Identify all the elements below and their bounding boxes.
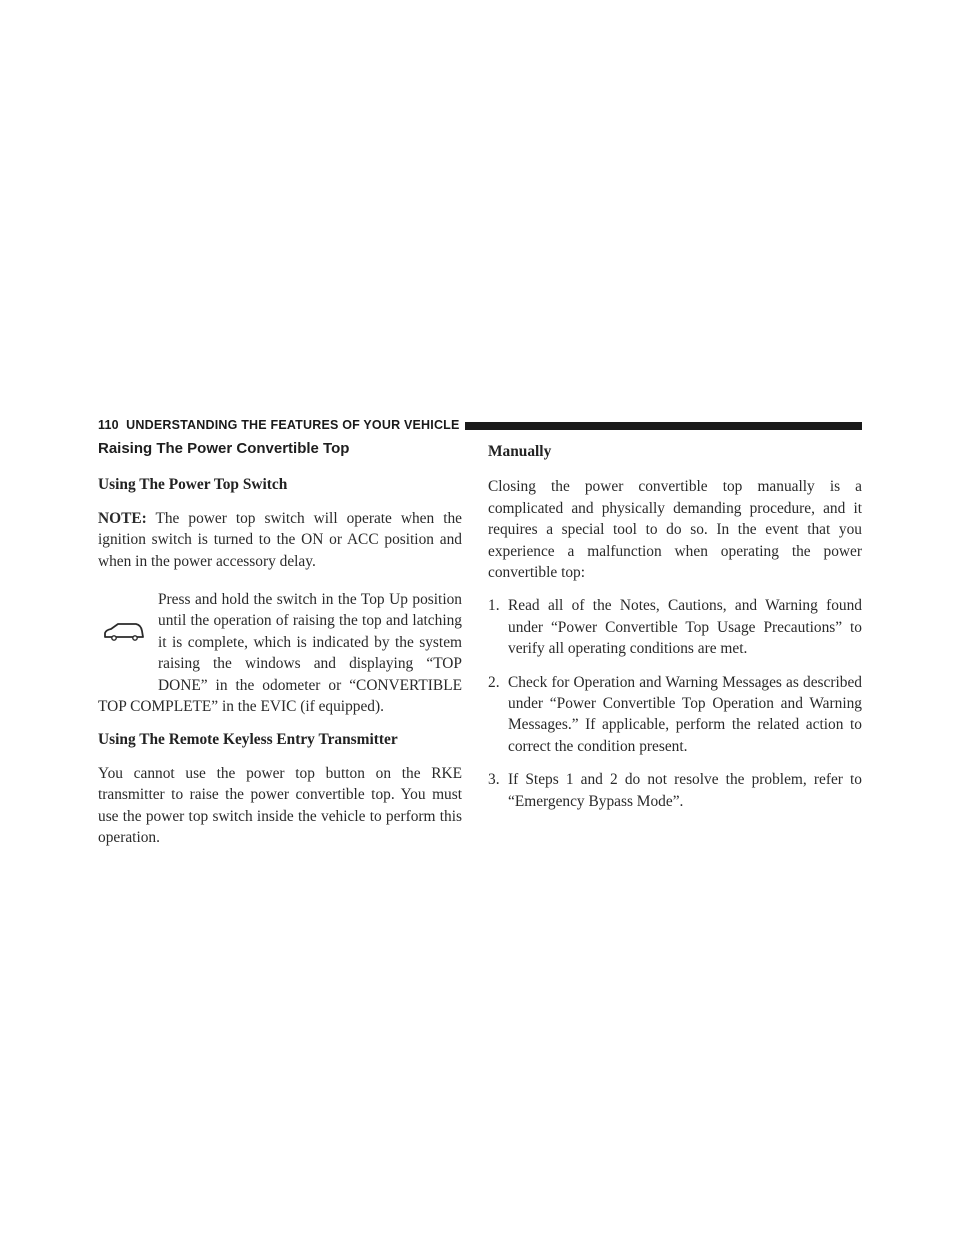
step-text: If Steps 1 and 2 do not resolve the problem, refer to “Emergency Bypass Mode”. [508, 771, 862, 810]
rke-paragraph: You cannot use the power top button on the RKE transmitter to raise the power convertible top. You must use the power top switch inside the vehicle to perform this operation. [98, 764, 462, 847]
header-title: UNDERSTANDING THE FEATURES OF YOUR VEHICLE [126, 418, 460, 432]
step-number: 2. [488, 673, 500, 691]
header-text [98, 418, 460, 432]
subheading-rke: Using The Remote Keyless Entry Transmitter [98, 731, 398, 749]
step-text: Check for Operation and Warning Messages as described under “Power Convertible Top Operation and Warning Messages.” If applicable, perform the related action to correct the condition present. [508, 673, 862, 755]
note-label: NOTE: [98, 509, 147, 527]
step-number: 3. [488, 771, 500, 789]
section-title: Raising The Power Convertible Top [98, 440, 350, 457]
list-item [488, 595, 862, 659]
list-item [488, 769, 862, 812]
note-paragraph [98, 508, 462, 572]
subheading-power-top-switch: Using The Power Top Switch [98, 476, 288, 494]
page-number: 110 [98, 418, 119, 432]
manual-intro: Closing the power convertible top manually is a complicated and physically demanding procedure, and it requires a special tool to do so. In the event that you experience a malfunction when operating the power convertible top: [488, 478, 862, 582]
manual-steps [488, 595, 862, 812]
list-item [488, 672, 862, 758]
switch-instruction-text: Press and hold the switch in the Top Up position until the operation of raising the top and latching it is complete, which is indicated by the system raising the windows and displaying “TOP DONE” in the odometer or “CONVERTIBLE TOP COMPLETE” in the EVIC (if equipped). [98, 591, 462, 716]
step-number: 1. [488, 597, 500, 615]
page-header [98, 419, 862, 433]
left-column [98, 438, 462, 861]
note-text: The power top switch will operate when the ignition switch is turned to the ON or ACC position and when in the power accessory delay. [98, 509, 462, 570]
subheading-manually: Manually [488, 443, 552, 460]
header-rule [465, 422, 862, 430]
convertible-top-switch-icon [98, 589, 158, 675]
step-text: Read all of the Notes, Cautions, and Warning found under “Power Convertible Top Usage Precautions” to verify all operating conditions are met. [508, 597, 862, 658]
right-column [488, 438, 862, 824]
switch-instruction [98, 589, 462, 717]
